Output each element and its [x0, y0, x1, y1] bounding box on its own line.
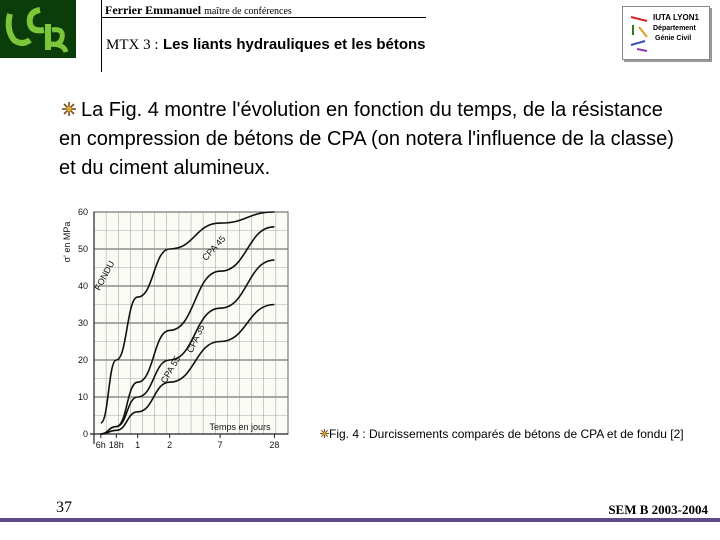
x-tick-label: 18h	[108, 440, 124, 450]
body-paragraph	[59, 96, 689, 183]
star-bullet-icon	[61, 101, 77, 117]
hardening-chart	[56, 200, 296, 456]
x-tick-label: 2	[167, 440, 173, 450]
ucbl-logo-mark	[0, 0, 76, 58]
course-line	[106, 36, 426, 54]
body-paragraph-text: La Fig. 4 montre l'évolution en fonction du temps, de la résistance en compression de bétons de CPA (on notera l'influence de la classe) et du ciment alumineux.	[59, 99, 674, 179]
y-tick-label: 30	[77, 318, 88, 328]
y-axis-label: σ' en MPa	[62, 221, 72, 263]
ucbl-logo	[0, 0, 76, 58]
y-tick-label: 0	[82, 429, 88, 439]
series-label: FONDU	[92, 259, 117, 293]
course-code: MTX 3 :	[106, 37, 159, 53]
iut-logo-line2: Département	[653, 25, 696, 32]
slide-number: 37	[56, 499, 72, 516]
figure-caption-text: Fig. 4 : Durcissements comparés de bétons de CPA et de fondu [2]	[329, 427, 684, 441]
iut-logo-line3: Génie Civil	[655, 35, 692, 42]
x-axis-label: Temps en jours	[209, 422, 271, 432]
header-vertical-rule	[101, 0, 102, 72]
series-label: CPA 35	[184, 323, 207, 355]
y-tick-label: 50	[77, 244, 88, 254]
author-line	[105, 3, 292, 18]
x-tick-label: 28	[269, 440, 280, 450]
footer-bar	[0, 518, 720, 522]
y-tick-label: 10	[77, 392, 88, 402]
iut-lyon-logo	[622, 6, 710, 60]
course-title: Les liants hydrauliques et les bétons	[162, 36, 426, 53]
author-name: Ferrier Emmanuel	[105, 3, 202, 17]
figure-caption	[320, 426, 700, 443]
x-tick-label: 6h	[95, 440, 106, 450]
hardening-chart-svg	[56, 200, 296, 456]
series-label: CPA 45	[200, 233, 228, 263]
x-tick-label: 7	[217, 440, 223, 450]
author-role: maître de conférences	[204, 6, 292, 17]
y-tick-label: 60	[77, 207, 88, 217]
iut-logo-line1: IUTA LYON1	[653, 13, 699, 22]
x-tick-label: 1	[135, 440, 141, 450]
iut-logo-mark	[629, 15, 649, 53]
session-label: SEM B 2003-2004	[608, 502, 708, 517]
star-bullet-icon	[320, 429, 329, 438]
y-tick-label: 20	[77, 355, 88, 365]
y-tick-label: 40	[77, 281, 88, 291]
series-label: CPA 55	[158, 354, 183, 385]
chart-grid	[94, 212, 288, 434]
